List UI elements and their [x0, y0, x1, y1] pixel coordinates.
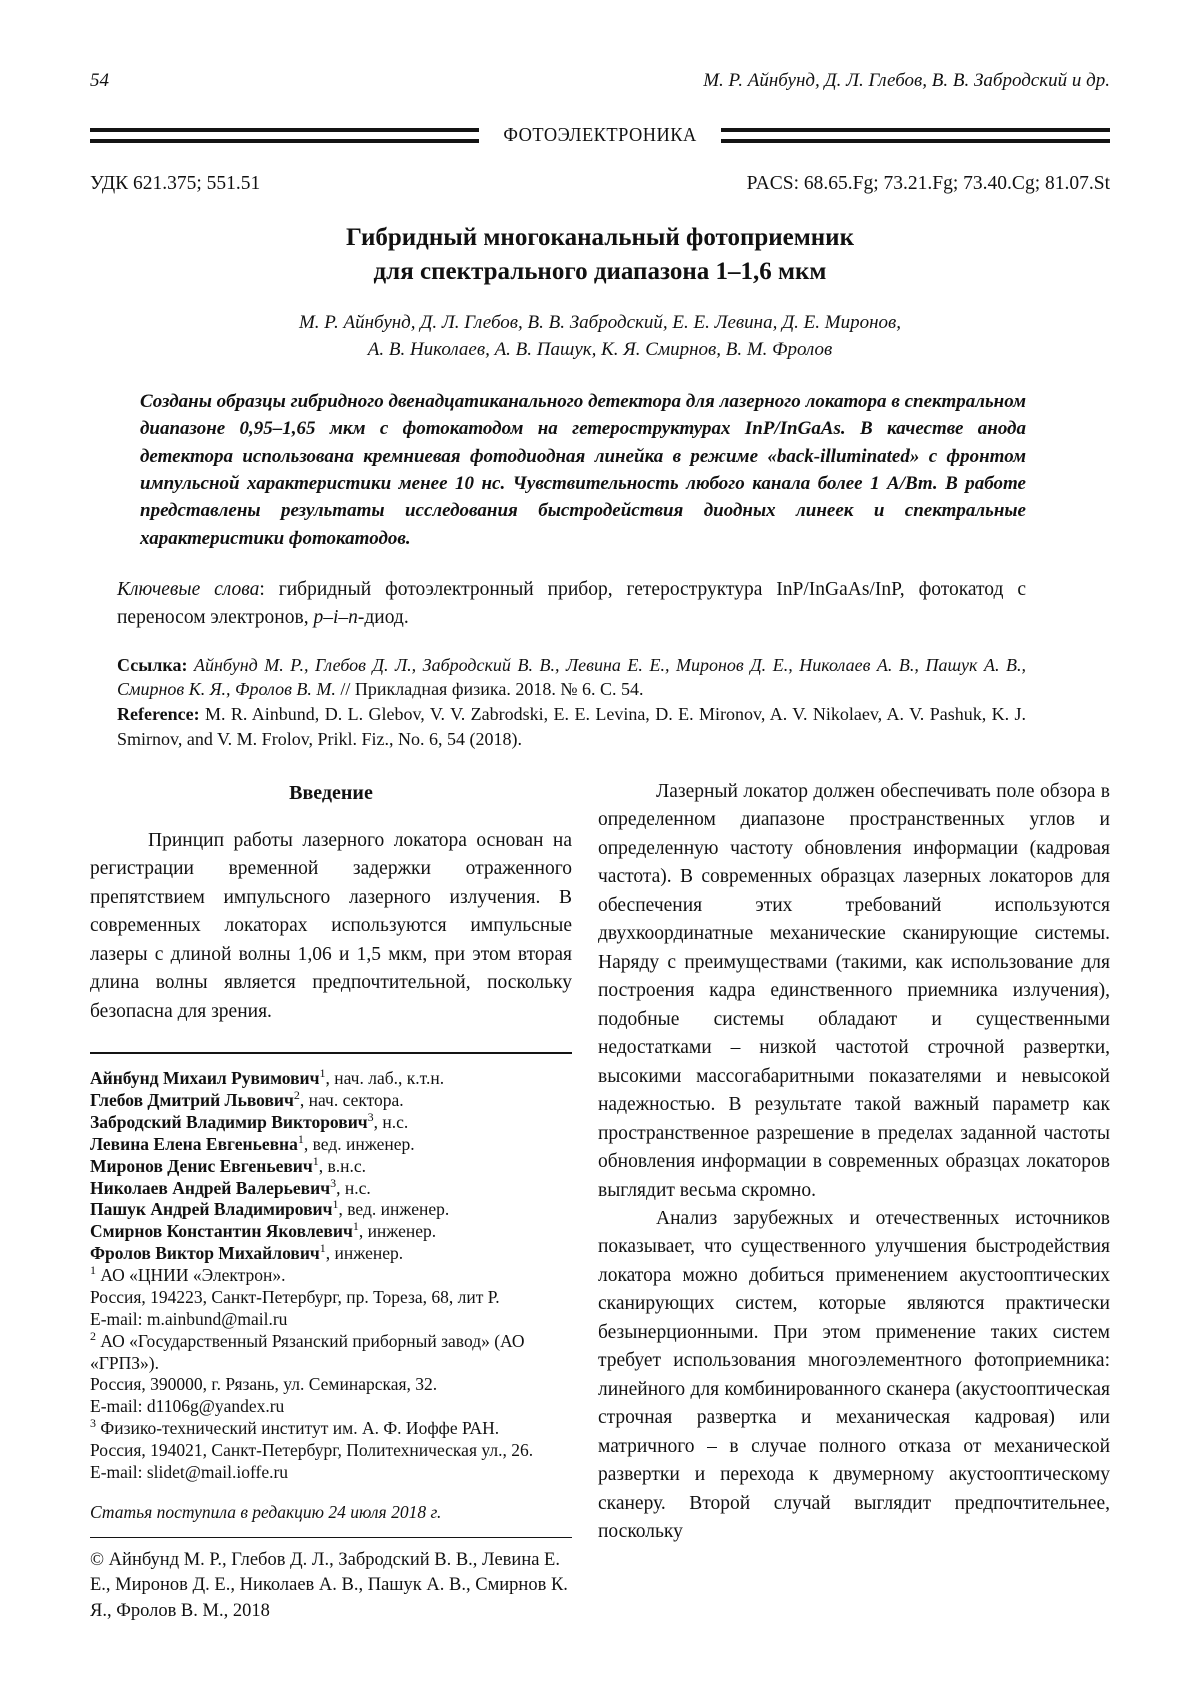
article-title-line1: Гибридный многоканальный фотоприемник: [346, 224, 854, 251]
udk-code: УДК 621.375; 551.51: [90, 173, 261, 194]
author-affiliation-line: [90, 1153, 572, 1178]
running-head: [90, 70, 1110, 92]
organization-line: [90, 1418, 572, 1440]
article-title-line2: для спектрального диапазона 1–1,6 мкм: [373, 257, 827, 285]
organization-email: E-mail: m.ainbund@mail.ru: [90, 1308, 288, 1329]
classification-codes: [90, 173, 1110, 195]
org-marker: 3: [90, 1416, 96, 1431]
citation-en: [117, 702, 1026, 752]
author-affiliation-line: [90, 1112, 572, 1134]
affiliation-marker: 1: [297, 1132, 304, 1147]
keywords-pin-term: p–i–n: [313, 607, 358, 629]
citation-ru-label: Ссылка:: [117, 654, 188, 675]
organization-email: E-mail: d1106g@yandex.ru: [90, 1396, 285, 1417]
org-name: Физико-технический институт им. А. Ф. Иоффе РАН.: [100, 1418, 500, 1439]
article-title: [90, 221, 1110, 288]
affiliation-marker: 1: [332, 1197, 339, 1212]
intro-paragraph: Принцип работы лазерного локатора основан на регистрации временной задержки отраженного препятствием импульсного лазерного излучения. В современных локаторах используются импульсные лазеры с длиной волны 1,06 и 1,5 мкм, при этом вторая длина волны является предпочтительной, поскольку безопасна для зрения.: [90, 829, 572, 1022]
author-name: Глебов Дмитрий Львович: [90, 1090, 294, 1111]
section-banner: [90, 124, 1110, 147]
author-affiliation-line: [90, 1243, 572, 1265]
organization-email: E-mail: slidet@mail.ioffe.ru: [90, 1461, 289, 1482]
affiliation-marker: 3: [330, 1175, 337, 1190]
author-role: , вед. инженер.: [303, 1133, 415, 1154]
affiliation-marker: 1: [352, 1219, 359, 1234]
affiliation-block: [90, 1068, 572, 1484]
author-list: [90, 310, 1110, 364]
organization-line: [90, 1265, 572, 1287]
citation-ru: [117, 653, 1026, 703]
affiliation-marker: 1: [319, 1241, 326, 1256]
citation-ru-rest: // Прикладная физика. 2018. № 6. С. 54.: [335, 679, 644, 700]
author-name: Николаев Андрей Валерьевич: [90, 1177, 331, 1198]
author-affiliation-line: [90, 1068, 572, 1090]
org-marker: 2: [90, 1328, 96, 1343]
author-name: Левина Елена Евгеньевна: [90, 1133, 298, 1154]
affiliation-divider: [90, 1052, 572, 1054]
author-list-line2: А. В. Николаев, А. В. Пашук, К. Я. Смирнов, В. М. Фролов: [367, 338, 833, 360]
organization-address: Россия, 194021, Санкт-Петербург, Политехническая ул., 26.: [90, 1440, 534, 1461]
copyright-divider: [90, 1537, 572, 1538]
author-role: , н.с.: [336, 1177, 371, 1198]
author-affiliation-line: [90, 1199, 572, 1221]
author-name: Миронов Денис Евгеньевич: [90, 1155, 313, 1176]
author-name: Фролов Виктор Михайлович: [90, 1243, 320, 1264]
author-affiliation-line: [90, 1175, 572, 1200]
author-name: Айнбунд Михаил Рувимович: [90, 1068, 320, 1089]
affiliation-marker: 1: [312, 1153, 319, 1168]
keywords-tail: -диод.: [357, 607, 409, 629]
keywords-label: Ключевые слова: [117, 579, 260, 601]
author-role: , вед. инженер.: [338, 1199, 450, 1220]
right-column: [598, 778, 1110, 1624]
org-name: АО «Государственный Рязанский приборный завод» (АО «ГРПЗ»).: [90, 1330, 525, 1373]
author-affiliation-line: [90, 1221, 572, 1243]
keywords-body: : гибридный фотоэлектронный прибор, гетероструктура InP/InGaAs/InP, фотокатод с переносом электронов,: [117, 579, 1026, 629]
author-role: , инженер.: [358, 1221, 437, 1242]
abstract: Созданы образцы гибридного двенадцатиканального детектора для лазерного локатора в спектральном диапазоне 0,95–1,65 мкм с фотокатодом на гетероструктурах InP/InGaAs. В качестве анода детектора использована кремниевая фотодиодная линейка в режиме «back-illuminated» с фронтом импульсной характеристики менее 10 нс. Чувствительность любого канала более 1 А/Вт. В работе представлены результаты исследования быстродействия диодных линеек и спектральные характеристики фотокатодов.: [140, 390, 1026, 549]
section-title: ФОТОЭЛЕКТРОНИКА: [503, 124, 697, 146]
keywords: [117, 576, 1026, 633]
citation-ru-names: Айнбунд М. Р., Глебов Д. Л., Забродский В. В., Левина Е. Е., Миронов Д. Е., Николаев А. В., Пашук А. В., Смирнов К. Я., Фролов В. М.: [117, 654, 1026, 700]
author-list-line1: М. Р. Айнбунд, Д. Л. Глебов, В. В. Забродский, Е. Е. Левина, Д. Е. Миронов,: [298, 312, 902, 333]
body-paragraph-2: Анализ зарубежных и отечественных источников показывает, что существенного улучшения быстродействия локатора можно добиться применением акустооптических сканирующих систем, которые являются практически безынерционными. При этом применение таких систем требует использования многоэлементного фотоприемника: линейного для комбинированного сканера (акустооптическая строчная развертка и механическая кадровая) или матричного – в случае полного отказа от механической развертки и перехода к двумерному акустооптическому сканеру. Второй случай выглядит предпочтительнее, поскольку: [598, 1207, 1110, 1543]
author-role: , инженер.: [325, 1243, 404, 1264]
organization-address: Россия, 194223, Санкт-Петербург, пр. Тореза, 68, лит Р.: [90, 1286, 500, 1307]
two-column-body: [90, 778, 1110, 1624]
pacs-code: PACS: 68.65.Fg; 73.21.Fg; 73.40.Cg; 81.07.St: [746, 173, 1110, 194]
affiliation-marker: 3: [367, 1110, 374, 1125]
author-role: , н.с.: [373, 1111, 409, 1132]
affiliation-marker: 1: [319, 1066, 326, 1081]
intro-heading: Введение: [289, 781, 373, 804]
copyright-notice: © Айнбунд М. Р., Глебов Д. Л., Забродский В. В., Левина Е. Е., Миронов Д. Е., Николаев А. В., Пашук А. В., Смирнов К. Я., Фролов В. М., 2018: [90, 1549, 568, 1621]
author-affiliation-line: [90, 1090, 572, 1112]
author-role: , нач. сектора.: [299, 1090, 404, 1111]
author-name: Смирнов Константин Яковлевич: [90, 1221, 353, 1242]
citation-en-text: M. R. Ainbund, D. L. Glebov, V. V. Zabrodski, E. E. Levina, D. E. Mironov, A. V. Nikolaev, A. V. Pashuk, K. J. Smirnov, and V. M. Frolov, Prikl. Fiz., No. 6, 54 (2018).: [117, 704, 1026, 750]
page-number: 54: [90, 70, 109, 91]
organization-line: [90, 1328, 572, 1375]
author-role: , в.н.с.: [318, 1155, 367, 1176]
author-affiliation-line: [90, 1134, 572, 1156]
org-name: АО «ЦНИИ «Электрон».: [100, 1265, 286, 1286]
citation-en-label: Reference:: [117, 704, 200, 725]
banner-rule-right: [721, 128, 1110, 143]
body-paragraph-1: Лазерный локатор должен обеспечивать поле обзора в определенном диапазоне пространственных углов и определенную частоту обновления информации (кадровая частота). В современных образцах лазерных локаторов для обеспечения этих требований используются двухкоординатные механические сканирующие системы. Наряду с преимуществами (такими, как использование для построения кадра единственного приемника излучения), подобные системы обладают и существенными недостатками – низкой частотой строчной развертки, высокими массогабаритными показателями и невысокой надежностью. В результате такой важный параметр как пространственное разрешение в пределах заданной частоты обновления информации в современных образцах локаторов выглядит весьма скромно.: [598, 780, 1110, 1201]
received-date: Статья поступила в редакцию 24 июля 2018 г.: [90, 1501, 442, 1522]
left-column: [90, 778, 572, 1624]
organization-address: Россия, 390000, г. Рязань, ул. Семинарская, 32.: [90, 1374, 438, 1395]
banner-rule-left: [90, 128, 479, 143]
author-role: , нач. лаб., к.т.н.: [325, 1068, 445, 1089]
citation-block: [117, 653, 1026, 752]
org-marker: 1: [90, 1263, 96, 1278]
author-name: Пашук Андрей Владимирович: [90, 1199, 333, 1220]
running-authors: М. Р. Айнбунд, Д. Л. Глебов, В. В. Забродский и др.: [703, 70, 1110, 91]
author-name: Забродский Владимир Викторович: [90, 1111, 368, 1132]
affiliation-marker: 2: [293, 1088, 300, 1103]
